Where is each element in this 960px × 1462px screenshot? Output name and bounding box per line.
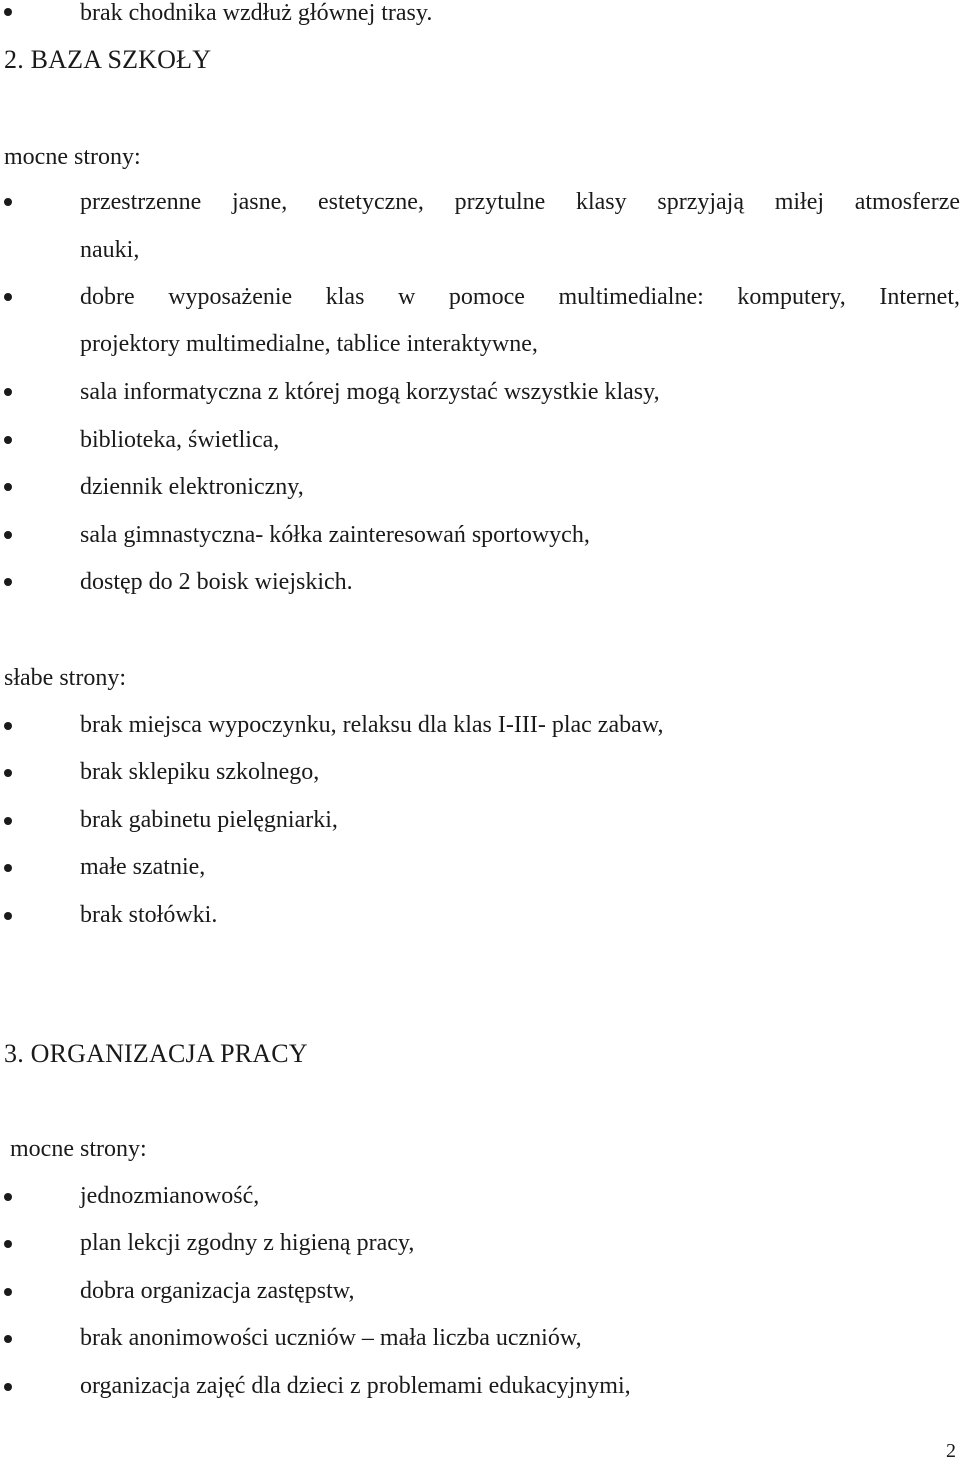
list-item: małe szatnie, bbox=[80, 854, 206, 880]
bullet-icon bbox=[4, 1193, 12, 1201]
bullet-icon bbox=[4, 1288, 12, 1296]
bullet-icon bbox=[4, 1383, 12, 1391]
list-item: biblioteka, świetlica, bbox=[80, 427, 280, 453]
list-item: jednozmianowość, bbox=[80, 1183, 260, 1209]
section-title: 2. BAZA SZKOŁY bbox=[4, 45, 212, 74]
bullet-icon bbox=[4, 1335, 12, 1343]
list-item: dostęp do 2 boisk wiejskich. bbox=[80, 569, 353, 595]
list-item: przestrzenne jasne, estetyczne, przytulne klasy sprzyjają miłej atmosferze bbox=[80, 189, 960, 215]
list-item: plan lekcji zgodny z higieną pracy, bbox=[80, 1230, 415, 1256]
strengths-label: mocne strony: bbox=[4, 144, 141, 170]
list-item: brak miejsca wypoczynku, relaksu dla klas I-III- plac zabaw, bbox=[80, 712, 664, 738]
bullet-icon bbox=[4, 388, 12, 396]
list-item-continuation: nauki, bbox=[80, 237, 140, 263]
bullet-icon bbox=[4, 293, 12, 301]
bullet-icon bbox=[4, 198, 12, 206]
bullet-icon bbox=[4, 578, 12, 586]
bullet-icon bbox=[4, 483, 12, 491]
list-item: dziennik elektroniczny, bbox=[80, 474, 304, 500]
list-item: brak chodnika wzdłuż głównej trasy. bbox=[80, 0, 433, 26]
list-item: brak anonimowości uczniów – mała liczba uczniów, bbox=[80, 1325, 582, 1351]
list-item: brak sklepiku szkolnego, bbox=[80, 759, 320, 785]
bullet-icon bbox=[4, 1240, 12, 1248]
list-item: sala gimnastyczna- kółka zainteresowań sportowych, bbox=[80, 522, 590, 548]
list-item: dobre wyposażenie klas w pomoce multimedialne: komputery, Internet, bbox=[80, 284, 960, 310]
bullet-icon bbox=[4, 817, 12, 825]
list-item: brak gabinetu pielęgniarki, bbox=[80, 807, 338, 833]
list-item: organizacja zajęć dla dzieci z problemami edukacyjnymi, bbox=[80, 1373, 631, 1399]
bullet-icon bbox=[4, 769, 12, 777]
weaknesses-label: słabe strony: bbox=[4, 665, 126, 691]
bullet-icon bbox=[4, 436, 12, 444]
list-item: brak stołówki. bbox=[80, 902, 218, 928]
bullet-icon bbox=[4, 8, 12, 16]
list-item: dobra organizacja zastępstw, bbox=[80, 1278, 355, 1304]
page-number: 2 bbox=[946, 1440, 956, 1462]
list-item-continuation: projektory multimedialne, tablice interaktywne, bbox=[80, 331, 538, 357]
list-item: sala informatyczna z której mogą korzystać wszystkie klasy, bbox=[80, 379, 660, 405]
strengths-label: mocne strony: bbox=[10, 1136, 147, 1162]
bullet-icon bbox=[4, 912, 12, 920]
bullet-icon bbox=[4, 722, 12, 730]
bullet-icon bbox=[4, 864, 12, 872]
bullet-icon bbox=[4, 531, 12, 539]
section-title: 3. ORGANIZACJA PRACY bbox=[4, 1039, 308, 1068]
